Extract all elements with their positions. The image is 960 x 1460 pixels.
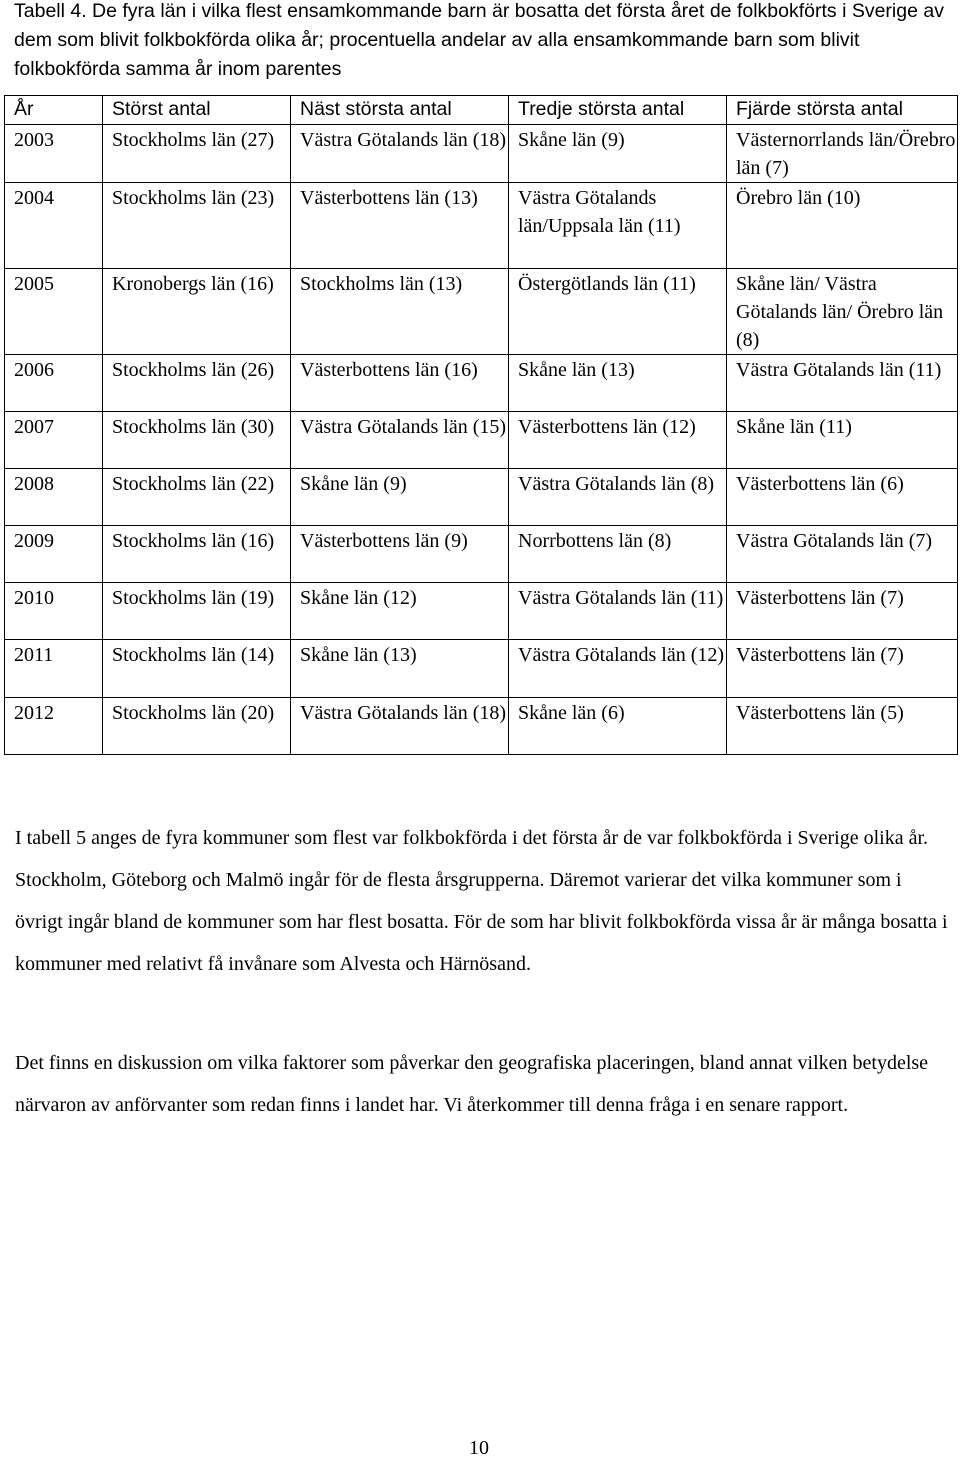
cell-county: Västra Götalands län (15)	[291, 412, 509, 469]
cell-county: Stockholms län (26)	[103, 355, 291, 412]
cell-county: Skåne län (11)	[727, 412, 958, 469]
cell-county: Stockholms län (22)	[103, 469, 291, 526]
cell-county: Stockholms län (30)	[103, 412, 291, 469]
cell-county: Stockholms län (27)	[103, 125, 291, 183]
cell-county: Stockholms län (19)	[103, 583, 291, 640]
table-caption: Tabell 4. De fyra län i vilka flest ensamkommande barn är bosatta det första året de folkbokförts i Sverige av dem som blivit folkbokförda olika år; procentuella andelar av alla ensamkommande barn som blivit folkbokförda samma år inom parentes	[14, 0, 944, 80]
cell-county: Västerbottens län (16)	[291, 355, 509, 412]
cell-county: Västerbottens län (13)	[291, 183, 509, 269]
table-row	[5, 269, 958, 355]
table-row	[5, 412, 958, 469]
cell-year: 2005	[5, 269, 103, 355]
cell-county: Skåne län/ Västra Götalands län/ Örebro län (8)	[727, 269, 958, 355]
cell-year: 2009	[5, 526, 103, 583]
cell-county: Västra Götalands län (8)	[509, 469, 727, 526]
cell-year: 2006	[5, 355, 103, 412]
cell-county: Östergötlands län (11)	[509, 269, 727, 355]
cell-county: Västra Götalands län (11)	[727, 355, 958, 412]
cell-county: Norrbottens län (8)	[509, 526, 727, 583]
cell-county: Västerbottens län (6)	[727, 469, 958, 526]
page-number: 10	[469, 1437, 489, 1459]
table-row	[5, 469, 958, 526]
cell-county: Västra Götalands län (18)	[291, 698, 509, 755]
header-year: År	[5, 96, 103, 125]
cell-county: Västerbottens län (5)	[727, 698, 958, 755]
table-row	[5, 183, 958, 269]
cell-county: Skåne län (12)	[291, 583, 509, 640]
cell-year: 2004	[5, 183, 103, 269]
cell-county: Västerbottens län (12)	[509, 412, 727, 469]
cell-county: Västra Götalands län (18)	[291, 125, 509, 183]
cell-county: Stockholms län (13)	[291, 269, 509, 355]
cell-county: Kronobergs län (16)	[103, 269, 291, 355]
cell-year: 2012	[5, 698, 103, 755]
paragraph-2: Det finns en diskussion om vilka faktorer som påverkar den geografiska placeringen, bland annat vilken betydelse närvaron av anförvanter som redan finns i landet har. Vi återkommer till denna fråga i en senare rapport.	[15, 1052, 929, 1116]
header-fourth: Fjärde största antal	[727, 96, 958, 125]
county-table	[4, 95, 958, 755]
cell-county: Skåne län (9)	[291, 469, 509, 526]
table-row	[5, 583, 958, 640]
header-second: Näst största antal	[291, 96, 509, 125]
cell-county: Västernorrlands län/Örebro län (7)	[727, 125, 958, 183]
cell-county: Västerbottens län (7)	[727, 583, 958, 640]
cell-county: Stockholms län (16)	[103, 526, 291, 583]
cell-county: Västra Götalands län (12)	[509, 640, 727, 698]
table-row	[5, 355, 958, 412]
cell-county: Örebro län (10)	[727, 183, 958, 269]
cell-county: Skåne län (13)	[291, 640, 509, 698]
table-row	[5, 526, 958, 583]
cell-county: Västerbottens län (7)	[727, 640, 958, 698]
cell-county: Skåne län (13)	[509, 355, 727, 412]
cell-county: Västra Götalands län/Uppsala län (11)	[509, 183, 727, 269]
cell-county: Stockholms län (23)	[103, 183, 291, 269]
header-third: Tredje största antal	[509, 96, 727, 125]
cell-county: Skåne län (6)	[509, 698, 727, 755]
cell-county: Stockholms län (14)	[103, 640, 291, 698]
cell-county: Västra Götalands län (11)	[509, 583, 727, 640]
table-row	[5, 125, 958, 183]
paragraph-1: I tabell 5 anges de fyra kommuner som flest var folkbokförda i det första år de var folkbokförda i Sverige olika år. Stockholm, Göteborg och Malmö ingår för de flesta årsgrupperna. Däremot varierar det vilka kommuner som i övrigt ingår bland de kommuner som har flest bosatta. För de som har blivit folkbokförda vissa år är många bosatta i kommuner med relativt få invånare som Alvesta och Härnösand.	[15, 827, 948, 975]
cell-county: Stockholms län (20)	[103, 698, 291, 755]
table-row	[5, 640, 958, 698]
cell-year: 2010	[5, 583, 103, 640]
cell-county: Västerbottens län (9)	[291, 526, 509, 583]
cell-year: 2011	[5, 640, 103, 698]
cell-year: 2007	[5, 412, 103, 469]
table-header-row	[5, 96, 958, 125]
cell-year: 2003	[5, 125, 103, 183]
cell-county: Västra Götalands län (7)	[727, 526, 958, 583]
table-body	[5, 125, 958, 755]
cell-county: Skåne län (9)	[509, 125, 727, 183]
cell-year: 2008	[5, 469, 103, 526]
table-row	[5, 698, 958, 755]
header-largest: Störst antal	[103, 96, 291, 125]
